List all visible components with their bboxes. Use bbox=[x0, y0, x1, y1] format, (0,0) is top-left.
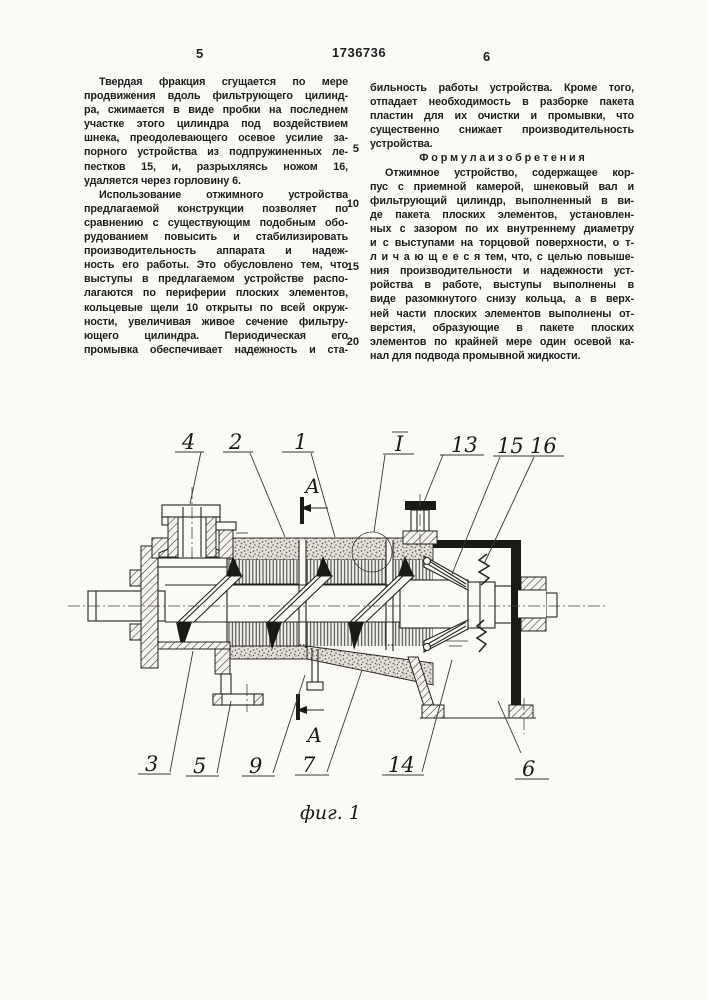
text-line: рудованием повысить и стабилизировать bbox=[84, 231, 348, 244]
text-line: продвижения вдоль фильтрующего цилинд- bbox=[84, 90, 348, 103]
text-line: ней части плоских элементов выполнены от- bbox=[370, 307, 634, 320]
text-line: кольцевые щели 10 открыты по всей окруж- bbox=[84, 301, 348, 314]
callout-label: 3 bbox=[145, 752, 159, 776]
callout-label: 6 bbox=[522, 757, 536, 781]
callout-label: 4 bbox=[182, 430, 196, 454]
text-line: ных с зазором по их внутреннему диаметру bbox=[370, 222, 634, 235]
text-line: ра, сжимается в виде пробки на последнем bbox=[84, 104, 348, 117]
text-line: предлагаемой конструкции позволяет по bbox=[84, 202, 348, 215]
section-mark-a-bottom bbox=[296, 694, 324, 747]
text-line: пластин для их очистки и промывки, что bbox=[370, 110, 634, 123]
text-line: сравнению с существующим подобным обо- bbox=[84, 216, 348, 229]
callout-label: 9 bbox=[249, 754, 263, 778]
section-label: А bbox=[307, 723, 323, 747]
text-line: Использование отжимного устройства bbox=[99, 188, 348, 201]
page-number-right: 6 bbox=[483, 49, 491, 64]
page-number-left: 5 bbox=[196, 46, 204, 61]
text-line: элементов по крайней мере один осевой ка- bbox=[370, 335, 634, 348]
text-line: л и ч а ю щ е е с я тем, что, с целью повыше- bbox=[370, 251, 634, 264]
callout-3 bbox=[138, 651, 193, 776]
text-line: порного устройства из подпружиненных ле- bbox=[84, 146, 348, 159]
callout-2 bbox=[223, 430, 285, 537]
text-line: ющего цилиндра. Периодическая его bbox=[84, 329, 348, 342]
text-line: промывка обеспечивает надежность и ста- bbox=[84, 343, 348, 356]
line-number-20: 20 bbox=[346, 336, 359, 348]
text-line: ройства в работе, выступы выполнены в bbox=[370, 279, 634, 292]
callout-label: 7 bbox=[302, 753, 316, 777]
figure-caption: фиг. 1 bbox=[300, 802, 361, 824]
line-number-10: 10 bbox=[346, 198, 359, 210]
text-line: выступы в предлагаемом устройстве распо- bbox=[84, 273, 348, 286]
text-line: ния производительности и надежности уст- bbox=[370, 265, 634, 278]
text-line: удаляется через горловину 6. bbox=[84, 174, 241, 187]
callout-5 bbox=[186, 701, 231, 778]
text-line: существенно снижает производительность bbox=[370, 124, 634, 137]
claims-heading: Ф о р м у л а и з о б р е т е н и я bbox=[419, 152, 585, 165]
callout-label: 15 bbox=[497, 434, 524, 458]
callout-13 bbox=[424, 433, 484, 502]
line-number-5: 5 bbox=[352, 143, 359, 155]
detail-label: I bbox=[395, 432, 404, 456]
text-line: устройства. bbox=[370, 138, 433, 151]
patent-number: 1736736 bbox=[332, 45, 387, 60]
callout-label: 1 bbox=[294, 430, 308, 454]
callout-label: 2 bbox=[229, 430, 243, 454]
text-line: участке этого цилиндра под воздействием bbox=[84, 118, 348, 131]
callout-7 bbox=[295, 670, 362, 777]
text-line: верстия, образующие в пакете плоских bbox=[370, 321, 634, 334]
text-line: Отжимное устройство, содержащее кор- bbox=[385, 166, 634, 179]
text-line: нал для подвода промывной жидкости. bbox=[370, 349, 581, 362]
text-line: лагаются по периферии плоских элементов, bbox=[84, 287, 348, 300]
text-line: шнека, преодолевающего осевое усилие за- bbox=[84, 132, 348, 145]
text-line: ность его работы. Это обусловлено тем, что bbox=[84, 259, 348, 272]
section-label: А bbox=[305, 474, 321, 498]
text-line: бильность работы устройства. Кроме того, bbox=[370, 82, 634, 94]
text-line: виде разомкнутого снизу кольца, а в верх- bbox=[370, 293, 634, 306]
text-line: ности, увеличивая живое сечение фильтру- bbox=[84, 315, 348, 328]
text-line: фильтрующий цилиндр, выполненный в ви- bbox=[370, 194, 634, 207]
text-line: пестков 15, и, разрыхляясь ножом 16, bbox=[84, 160, 348, 173]
callout-label: 16 bbox=[530, 434, 557, 458]
callout-4 bbox=[175, 430, 204, 504]
line-number-15: 15 bbox=[346, 261, 359, 273]
callout-label: 13 bbox=[451, 433, 478, 457]
callout-label: 14 bbox=[388, 753, 415, 777]
callout-label: 5 bbox=[193, 754, 207, 778]
text-line: пус с приемной камерой, шнековый вал и bbox=[370, 180, 634, 193]
inlet-pipe bbox=[159, 487, 225, 562]
text-line: Твердая фракция сгущается по мере bbox=[99, 76, 348, 88]
callout-9 bbox=[242, 675, 305, 778]
callout-detail-i bbox=[374, 432, 414, 532]
text-line: отпадает необходимость в разборке пакета bbox=[370, 96, 634, 109]
text-line: производительность аппарата и надеж- bbox=[84, 245, 348, 258]
text-line: де пакета плоских элементов, установлен- bbox=[370, 208, 634, 221]
text-line: и с выступами на торцовой поверхности, о т- bbox=[370, 237, 634, 250]
